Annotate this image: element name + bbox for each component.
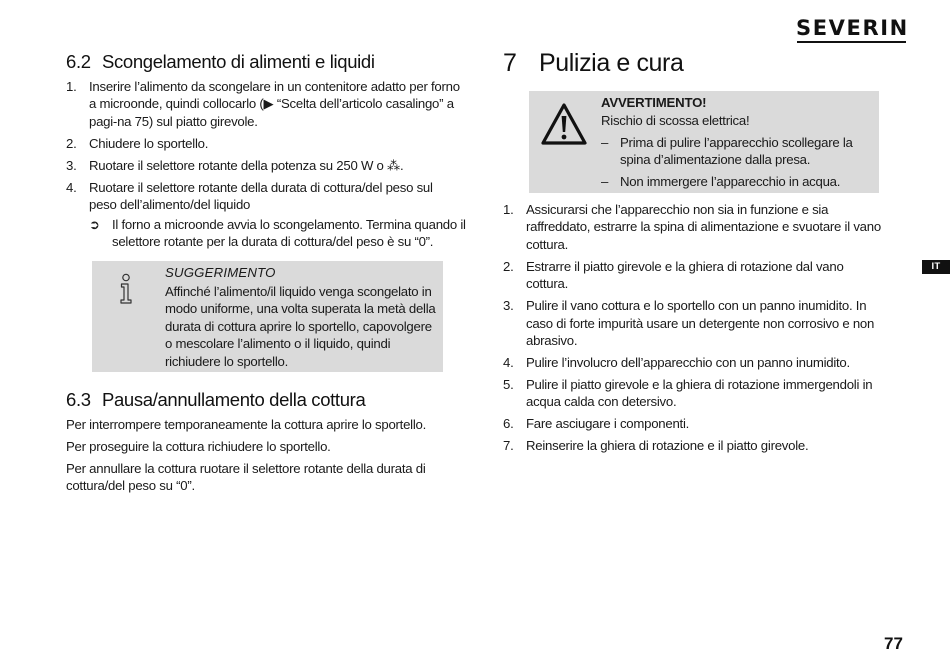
page-number: 77 (884, 634, 903, 653)
list-item (66, 157, 461, 174)
step-text: Pulire l’involucro dell’apparecchio con un panno inumidito. (526, 355, 850, 371)
section-number: 6.3 (66, 389, 91, 410)
warning-list (601, 134, 873, 195)
step-number: 1. (66, 79, 77, 94)
list-item (503, 354, 888, 371)
step-text: Fare asciugare i componenti. (526, 416, 690, 432)
step-number: 3. (66, 157, 77, 173)
list-item (503, 297, 888, 349)
step-number: 4. (503, 355, 514, 371)
step-number: 4. (66, 179, 77, 195)
list-item (503, 201, 888, 253)
section-number: 7 (503, 49, 517, 77)
defrost-steps (66, 78, 461, 218)
tip-title: SUGGERIMENTO (165, 265, 276, 280)
section-title: Pausa/annullamento della cottura (102, 389, 366, 410)
warning-triangle-icon (540, 102, 588, 146)
dash: – (601, 174, 609, 190)
paragraph: Per proseguire la cottura richiudere lo sportello. (66, 439, 331, 454)
logo-underline (797, 41, 906, 43)
list-item (601, 134, 873, 169)
brand-logo: SEVERIN (796, 16, 909, 40)
section-title: Pulizia e cura (539, 49, 684, 77)
step-number: 7. (503, 438, 514, 454)
step-text: Reinserire la ghiera di rotazione e il piatto girevole. (526, 438, 809, 454)
step-number: 5. (503, 377, 514, 393)
step-number: 6. (503, 416, 514, 432)
list-item (66, 78, 461, 130)
step-text: Assicurarsi che l’apparecchio non sia in funzione e sia raffreddato, estrarre la spina di alimentazione e svuotare il vano cottura. (526, 202, 881, 252)
step-number: 2. (66, 135, 77, 151)
list-item (503, 376, 888, 411)
warning-title: AVVERTIMENTO! (601, 95, 707, 110)
defrost-result (89, 216, 474, 251)
paragraph: Per annullare la cottura ruotare il selettore rotante della durata di cottura/del peso su “0”. (66, 461, 426, 494)
step-text: Estrarre il piatto girevole e la ghiera di rotazione dal vano cottura. (526, 258, 844, 292)
section-title: Scongelamento di alimenti e liquidi (102, 51, 375, 72)
step-number: 3. (503, 298, 514, 314)
list-item (66, 135, 461, 152)
list-item (601, 173, 873, 190)
step-number: 2. (503, 258, 514, 274)
result-arrow-icon: ➲ (89, 217, 100, 232)
step-text: Pulire il vano cottura e lo sportello con un panno inumidito. In caso di forte impurità usare un detergente non corrosivo e non abrasivo. (526, 298, 875, 349)
step-text: Ruotare il selettore rotante della potenza su 250 W o ⁂. (89, 157, 404, 173)
tip-text: Affinché l’alimento/il liquido venga scongelato in modo uniforme, una volta superata la metà della durata di cottura aprire lo sportello, capovolgere o mescolare l’alimento o il liquido, quindi richiudere lo sportello. (165, 284, 436, 369)
language-tab: IT (922, 260, 950, 274)
step-number: 1. (503, 202, 514, 217)
section-6-2-heading (66, 51, 375, 73)
section-6-3-heading (66, 389, 365, 411)
result-text: Il forno a microonde avvia lo scongelamento. Termina quando il selettore rotante per la durata di cottura/del peso è su “0”. (112, 217, 466, 250)
list-item (503, 415, 888, 432)
cleaning-steps (503, 201, 888, 459)
step-text: Chiudere lo sportello. (89, 135, 209, 151)
list-item (503, 437, 888, 454)
step-text: Pulire il piatto girevole e la ghiera di rotazione immergendoli in acqua calda con detersivo. (526, 377, 873, 410)
step-text: Ruotare il selettore rotante della durata di cottura/del peso sul peso dell’alimento/del liquido (89, 179, 433, 213)
warning-item-text: Non immergere l’apparecchio in acqua. (620, 174, 841, 190)
section-number: 6.2 (66, 51, 91, 72)
dash: – (601, 135, 609, 150)
list-item (503, 258, 888, 293)
warning-item-text: Prima di pulire l’apparecchio scollegare la spina d’alimentazione dalla presa. (620, 135, 853, 168)
warning-subtitle: Rischio di scossa elettrica! (601, 113, 750, 128)
section-7-heading (503, 49, 683, 78)
list-item (66, 179, 461, 214)
step-text: Inserire l’alimento da scongelare in un contenitore adatto per forno a microonde, quindi collocarlo (▶ “Scelta dell’articolo casalingo” a pagi-na 75) sul piatto girevole. (89, 79, 460, 129)
paragraph: Per interrompere temporaneamente la cottura aprire lo sportello. (66, 417, 427, 432)
info-icon (117, 273, 135, 305)
